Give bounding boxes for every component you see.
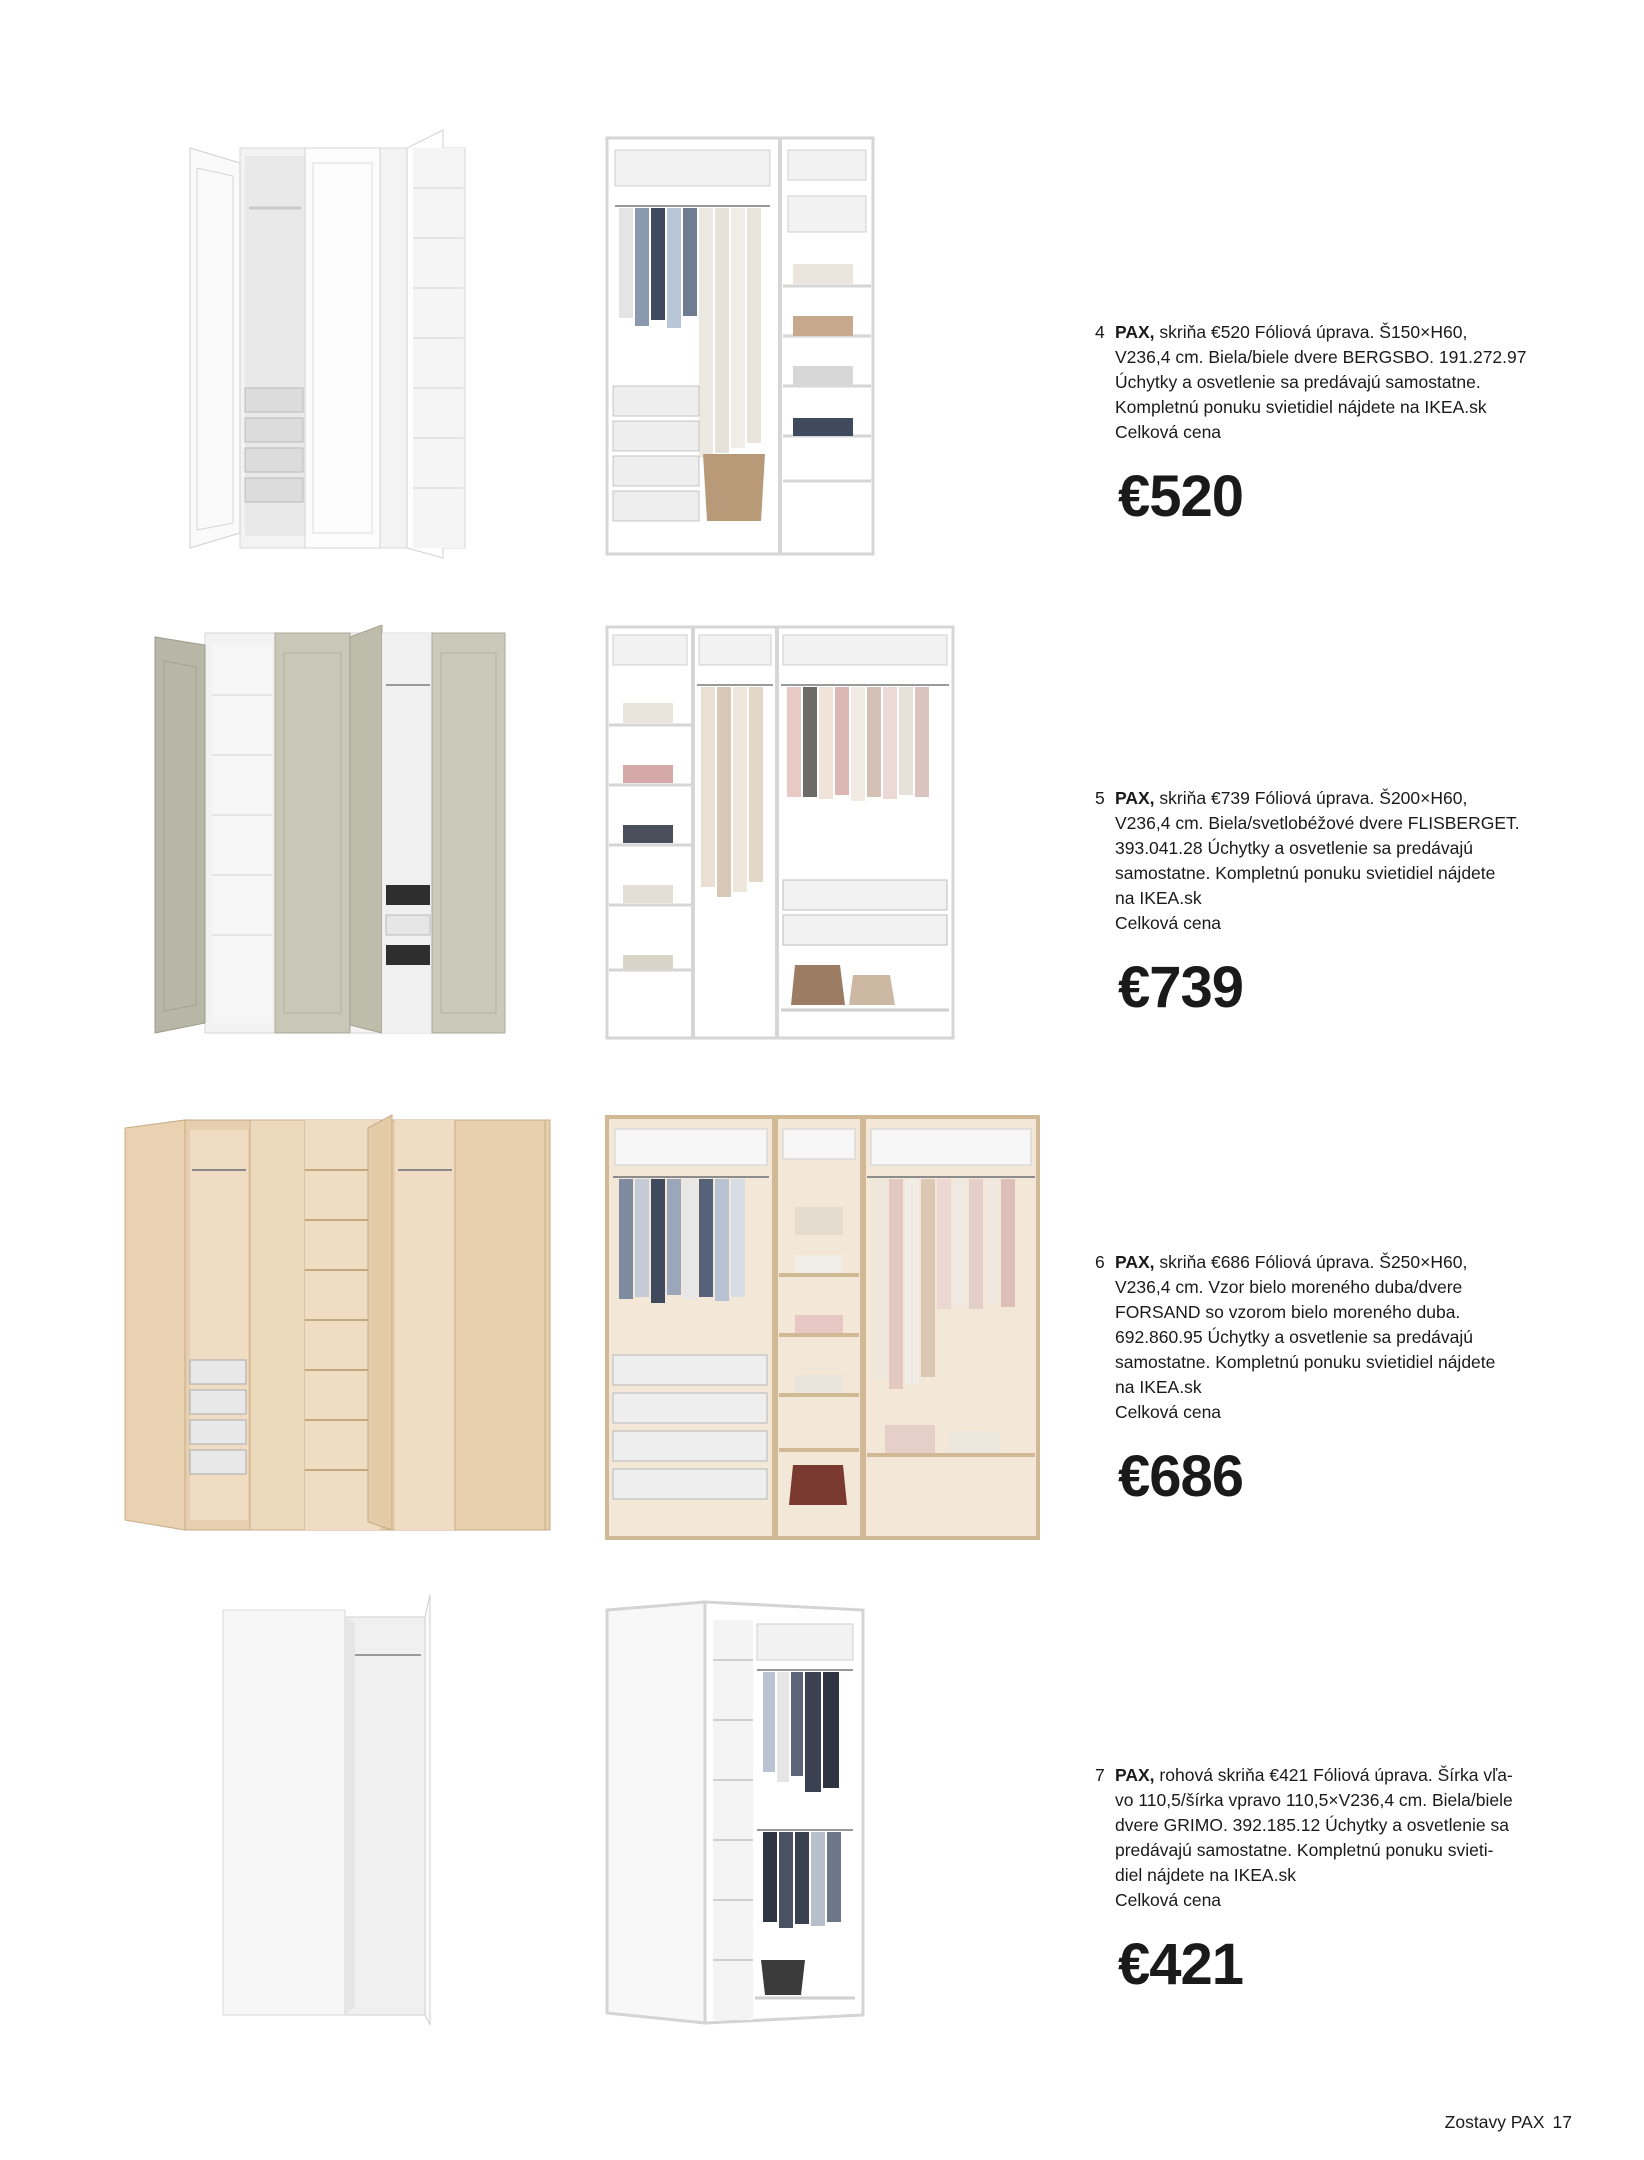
product-price: €739 [1118, 955, 1244, 1020]
product-6-description [1095, 1250, 1575, 1509]
description-line: vo 110,5/šírka vpravo 110,5×V236,4 cm. Biela/biele [1115, 1790, 1513, 1810]
page-number: 17 [1552, 2112, 1572, 2132]
wardrobe-7-closed-image [215, 1595, 465, 2025]
wardrobe-4-closed-image [185, 128, 485, 560]
description-line: 393.041.28 Úchytky a osvetlenie sa predávajú [1115, 838, 1474, 858]
wardrobe-7-interior-image [605, 1600, 870, 2025]
product-price: €520 [1118, 464, 1244, 529]
product-price: €421 [1118, 1932, 1244, 1997]
wardrobe-5-interior-image [605, 625, 955, 1040]
description-line: Celková cena [1115, 1890, 1222, 1910]
description-line: V236,4 cm. Biela/svetlobéžové dvere FLISBERGET. [1115, 813, 1520, 833]
description-line: Celková cena [1115, 422, 1222, 442]
product-brand: PAX, [1115, 1252, 1155, 1272]
description-line: samostatne. Kompletnú ponuku svietidiel nájdete [1115, 863, 1496, 883]
description-line: predávajú samostatne. Kompletnú ponuku svieti- [1115, 1840, 1494, 1860]
description-line: samostatne. Kompletnú ponuku svietidiel nájdete [1115, 1352, 1496, 1372]
description-line: 692.860.95 Úchytky a osvetlenie sa predávajú [1115, 1327, 1474, 1347]
wardrobe-4-interior-image [605, 136, 875, 556]
product-brand: PAX, [1115, 788, 1155, 808]
product-price: €686 [1118, 1444, 1244, 1509]
wardrobe-5-closed-image [150, 625, 520, 1040]
description-line: Kompletnú ponuku svietidiel nájdete na IKEA.sk [1115, 397, 1487, 417]
footer-label: Zostavy PAX [1444, 2112, 1545, 2132]
product-number: 5 [1095, 788, 1105, 808]
description-line: rohová skriňa €421 Fóliová úprava. Šírka vľa- [1159, 1765, 1513, 1785]
product-7-description [1095, 1763, 1575, 1997]
description-line: diel nájdete na IKEA.sk [1115, 1865, 1296, 1885]
product-number: 6 [1095, 1252, 1105, 1272]
description-line: skriňa €739 Fóliová úprava. Š200×H60, [1159, 788, 1468, 808]
description-line: na IKEA.sk [1115, 1377, 1202, 1397]
description-line: skriňa €686 Fóliová úprava. Š250×H60, [1159, 1252, 1468, 1272]
wardrobe-6-closed-image [120, 1110, 560, 1540]
product-brand: PAX, [1115, 1765, 1155, 1785]
product-number: 7 [1095, 1765, 1105, 1785]
description-line: Úchytky a osvetlenie sa predávajú samostatne. [1115, 372, 1481, 392]
description-line: V236,4 cm. Biela/biele dvere BERGSBO. 191.272.97 [1115, 347, 1527, 367]
product-5-description [1095, 786, 1575, 1020]
page-footer [1445, 2112, 1572, 2133]
description-line: FORSAND so vzorom bielo moreného duba. [1115, 1302, 1461, 1322]
description-line: na IKEA.sk [1115, 888, 1202, 908]
description-line: skriňa €520 Fóliová úprava. Š150×H60, [1159, 322, 1468, 342]
description-line: dvere GRIMO. 392.185.12 Úchytky a osvetlenie sa [1115, 1815, 1509, 1835]
description-line: Celková cena [1115, 1402, 1222, 1422]
description-line: V236,4 cm. Vzor bielo moreného duba/dvere [1115, 1277, 1463, 1297]
description-line: Celková cena [1115, 913, 1222, 933]
product-brand: PAX, [1115, 322, 1155, 342]
wardrobe-6-interior-image [605, 1115, 1040, 1540]
product-4-description [1095, 320, 1575, 529]
product-number: 4 [1095, 322, 1105, 342]
